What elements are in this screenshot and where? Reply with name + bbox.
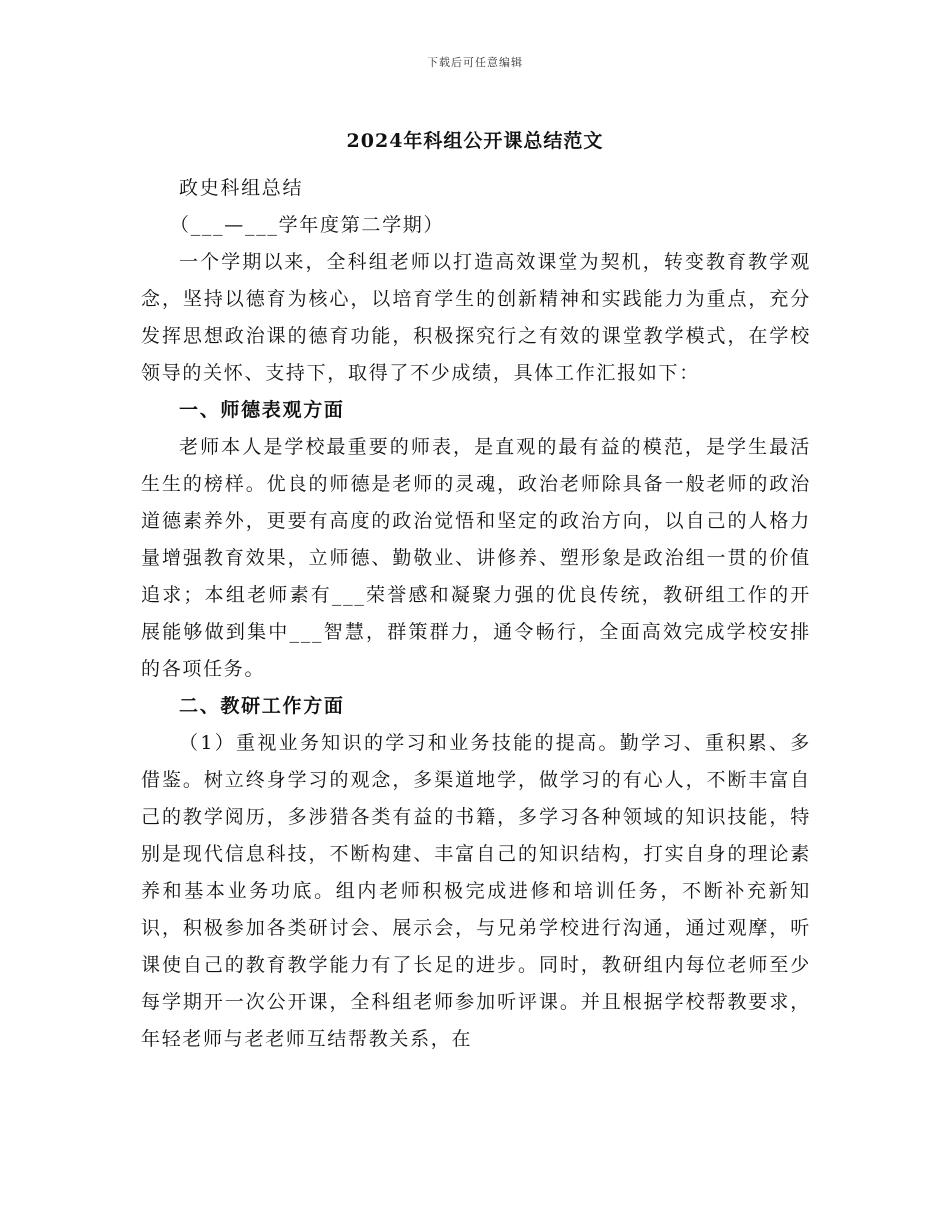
teaching-research-paragraph: （1）重视业务知识的学习和业务技能的提高。勤学习、重积累、多借鉴。树立终身学习的观念，多渠道地学，做学习的有心人，不断丰富自己的教学阅历，多涉猎各类有益的书籍，多学习各种领域的知识技能，特别是现代信息科技，不断构建、丰富自己的知识结构，打实自身的理论素养和基本业务功底。组内老师积极完成进修和培训任务，不断补充新知识，积极参加各类研讨会、展示会，与兄弟学校进行沟通，通过观摩，听课使自己的教育教学能力有了长足的进步。同时，教研组内每位老师至少每学期开一次公开课，全科组老师参加听评课。并且根据学校帮教要求，年轻老师与老老师互结帮教关系，在 xyxy=(141,732,811,1050)
document-body xyxy=(141,170,811,1058)
section-subtitle: 政史科组总结 xyxy=(179,177,304,199)
document-title: 2024年科组公开课总结范文 xyxy=(346,130,604,152)
teacher-ethics-paragraph: 老师本人是学校最重要的师表，是直观的最有益的模范，是学生最活生生的榜样。优良的师德是老师的灵魂，政治老师除具备一般老师的政治道德素养外，更要有高度的政治觉悟和坚定的政治方向，以自己的人格力量增强教育效果，立师德、勤敬业、讲修养、塑形象是政治组一贯的价值追求；本组老师素有___荣誉感和凝聚力强的优良传统，教研组工作的开展能够做到集中___智慧，群策群力，通令畅行，全面高效完成学校安排的各项任务。 xyxy=(141,436,811,680)
heading-teacher-ethics: 一、师德表观方面 xyxy=(179,399,345,421)
intro-paragraph: 一个学期以来，全科组老师以打造高效课堂为契机，转变教育教学观念，坚持以德育为核心，以培育学生的创新精神和实践能力为重点，充分发挥思想政治课的德育功能，积极探究行之有效的课堂教学模式，在学校领导的关怀、支持下，取得了不少成绩，具体工作汇报如下： xyxy=(141,251,811,384)
semester-line: （___—___学年度第二学期） xyxy=(170,214,445,236)
heading-teaching-research: 二、教研工作方面 xyxy=(179,695,345,717)
page-header-note: 下载后可任意编辑 xyxy=(427,56,523,69)
